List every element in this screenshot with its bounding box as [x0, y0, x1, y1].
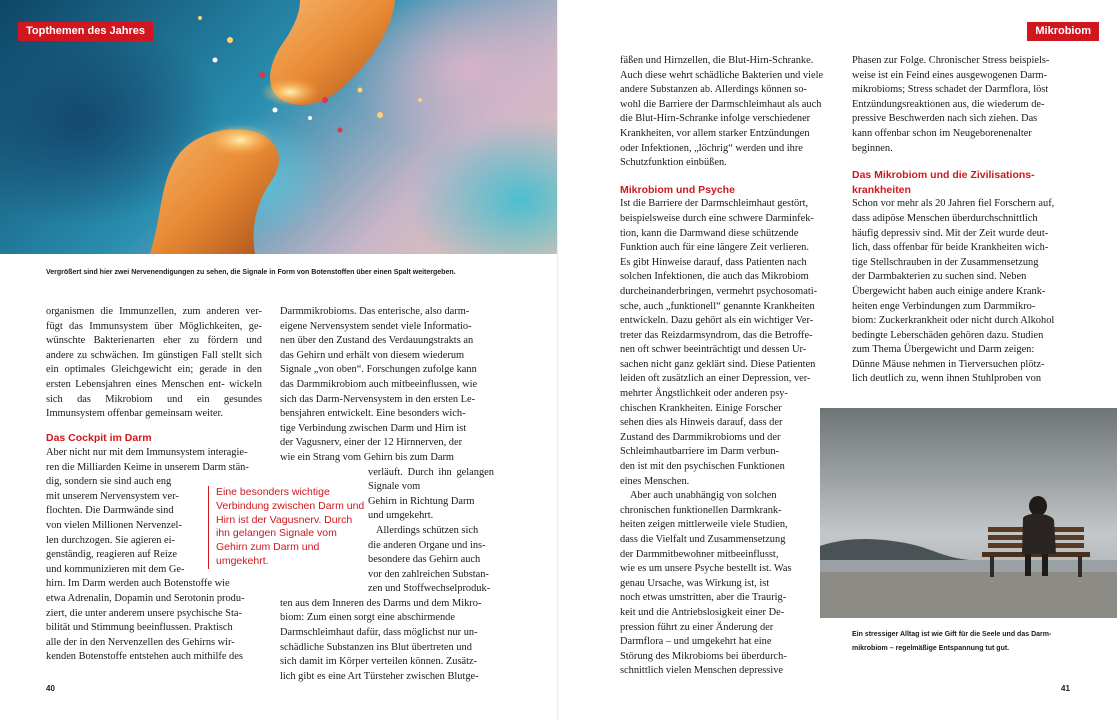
left-column-1 — [46, 305, 262, 422]
intro-paragraph: organismen die Immunzellen, zum anderen ver- fügt das Immunsystem über Möglichkeiten, ge- wünschte Bakterienarten eher zu fördern und andere zu schwächen. Im günstigen Fall stellt sich ein optimales Gleichgewicht ein; gerade in den ersten Lebensjahren eines Menschen ent- wickeln sich das Mikrobiom und ein gesundes Immunsystem offenbar gemeinsam weiter. — [46, 306, 262, 420]
section-badge-right: Mikrobiom — [1027, 22, 1099, 41]
right-column-1: fäßen und Hirnzellen, die Blut-Hirn-Schranke. Auch diese wehrt schädliche Bakterien und viele andere Substanzen ab. Allerdings können so- wohl die Barriere der Darmschleimhaut als auch die Blut-Hirn-Schranke infolge verschiedener Krankheiten, vor allem starker Entzündungen oder Infektionen, „löchrig“ werden und ihre Schutzfunktion einbüßen. Mikrobiom und Psyche Ist die Barriere der Darmschleimhaut gestört, beispielsweise durch eine schwere Darminfek- tion, kann die Darmwand diese schützende Funktion auch für eine längere Zeit verlieren. Es gibt Hinweise darauf, dass Patienten nach solchen Infektionen, die auch das Mikrobiom durcheinanderbringen, vermehrt psychosomati- sche, auch „funktionell“ genannte Krankheiten entwickeln. Dazu gehört als ein wichtiger Ver- treter das Reizdarmsyndrom, das die Betroffe- nen oft schwer beeinträchtigt und dessen Ur- sachen nicht ganz geklärt sind. Diese Patienten leiden oft zusätzlich an einer Depression, ver- mehrter Ängstlichkeit oder anderen psy- chischen Krankheiten. Einige Forscher sehen dies als Hinweis darauf, dass der Zustand des Darmmikrobioms und der Schleimhautbarriere im Darm verbun- den ist mit den psychischen Funktionen eines Menschen. Aber auch unabhängig von solchen chronischen funktionellen Darmkrank- heiten zeigen mittlerweile viele Studien, dass die Vielfalt und Zusammensetzung der Darmmitbewohner mitbeeinflusst, wie es um unsere Psyche bestellt ist. Was genau Ursache, was Wirkung ist, ist noch etwas umstritten, aber die Traurig- keit und die Antriebslosigkeit einer De- pression führt zu einer Änderung der Darmflora – und umgekehrt hat eine Störung des Mikrobioms bei überdurch- schnittlich vielen Menschen depressive — [620, 54, 838, 679]
hero-image-nerve-endings — [0, 0, 558, 254]
left-page — [0, 0, 558, 720]
pull-quote: Eine besonders wichtige Verbindung zwischen Darm und Hirn ist der Vagusnerv. Durch ihn gelangen Signale vom Gehirn zum Darm und umgekehrt. — [208, 486, 368, 569]
page-number-left: 40 — [46, 684, 55, 693]
right-column-2: Phasen zur Folge. Chronischer Stress beispiels- weise ist ein Feind eines ausgewogenen Darm- mikrobioms; Stress schadet der Darmflora, löst Entzündungsreaktionen aus, die wiederum de- pressive Beschwerden nach sich ziehen. Das kann offenbar schon im Neugeborenenalter beginnen. Das Mikrobiom und die Zivilisations- krankheiten Schon vor mehr als 20 Jahren fiel Forschern auf, dass adipöse Menschen überdurchschnittlich häufig depressiv sind. Mit der Zeit wurde deut- lich, dass offenbar für beide Krankheiten wich- tige Stellschrauben in der Zusammensetzung der Darmbakterien zu suchen sind. Neben Übergewicht haben auch einige andere Krank- heiten enge Verbindungen zum Darmmikro- biom: Zuckerkrankheit oder nicht durch Alkohol bedingte Leberschäden gehören dazu. Studien zum Thema Übergewicht und Darm zeigen: Dünne Mäuse nehmen in Tierversuchen plötz- lich deutlich zu, wenn ihnen Stuhlproben von — [852, 54, 1070, 387]
heading-cockpit: Das Cockpit im Darm — [46, 432, 152, 444]
heading-psyche: Mikrobiom und Psyche — [620, 183, 735, 196]
page-number-right: 41 — [1061, 684, 1070, 693]
heading-zivilisation: Das Mikrobiom und die Zivilisations- krankheiten — [852, 169, 1035, 196]
hero-caption: Vergrößert sind hier zwei Nervenendigungen zu sehen, die Signale in Form von Botenstoffen über einen Spalt weitergeben. — [46, 269, 456, 276]
section-badge: Topthemen des Jahres — [18, 22, 153, 41]
photo-caption: Ein stressiger Alltag ist wie Gift für die Seele und das Darm- mikrobiom – regelmäßige Entspannung tut gut. — [852, 631, 1052, 652]
bench-photo — [820, 408, 1117, 618]
bench-scene-illustration — [820, 408, 1117, 618]
left-column-1-body: Aber nicht nur mit dem Immunsystem interagie- ren die Milliarden Keime in unserem Darm stän- dig, sondern sie sind auch eng mit unserem Nervensystem ver- flochten. Die Darmwände sind von vielen Millionen Nervenzel- len durchzogen. Sie agieren ei- genständig, reagieren auf Reize und kommunizieren mit dem Ge- hirn. Im Darm werden auch Botenstoffe wie etwa Adrenalin, Dopamin und Serotonin produ- ziert, die unter anderem unsere psychische Sta- bilität und Stimmung beeinflussen. Praktisch alle der in den Nervenzellen des Gehirns wir- kenden Botenstoffe entstehen auch mithilfe des — [46, 447, 249, 663]
left-column-2: Darmmikrobioms. Das enterische, also darm- eigene Nervensystem sendet viele Informatio- nen über den Zustand des Verdauungstrakts an das Gehirn und erhält von diesem wiederum Signale „von oben“. Forschungen zufolge kann das Darmmikrobiom auch mitbeeinflussen, wie sich das Darm-Nervensystem in den ersten Le- bensjahren entwickelt. Eine besonders wich- tige Verbindung zwischen Darm und Hirn ist der Vagusnerv, einer der 12 Hirnnerven, der wie ein Strang vom Gehirn bis zum Darm verläuft. Durch ihn gelangen Signale vom Gehirn in Richtung Darm und umgekehrt. Allerdings schützen sich die anderen Organe und ins- besondere das Gehirn auch vor den zahlreichen Substan- zen und Stoffwechselproduk- ten aus dem Inneren des Darms und dem Mikro- biom: Zum einen sorgt eine abschirmende Darmschleimhaut dafür, dass möglichst nur un- schädliche Substanzen ins Blut übertreten und sich damit im Körper verteilen können. Zusätz- lich gibt es eine Art Türsteher zwischen Blutge- — [280, 306, 494, 682]
